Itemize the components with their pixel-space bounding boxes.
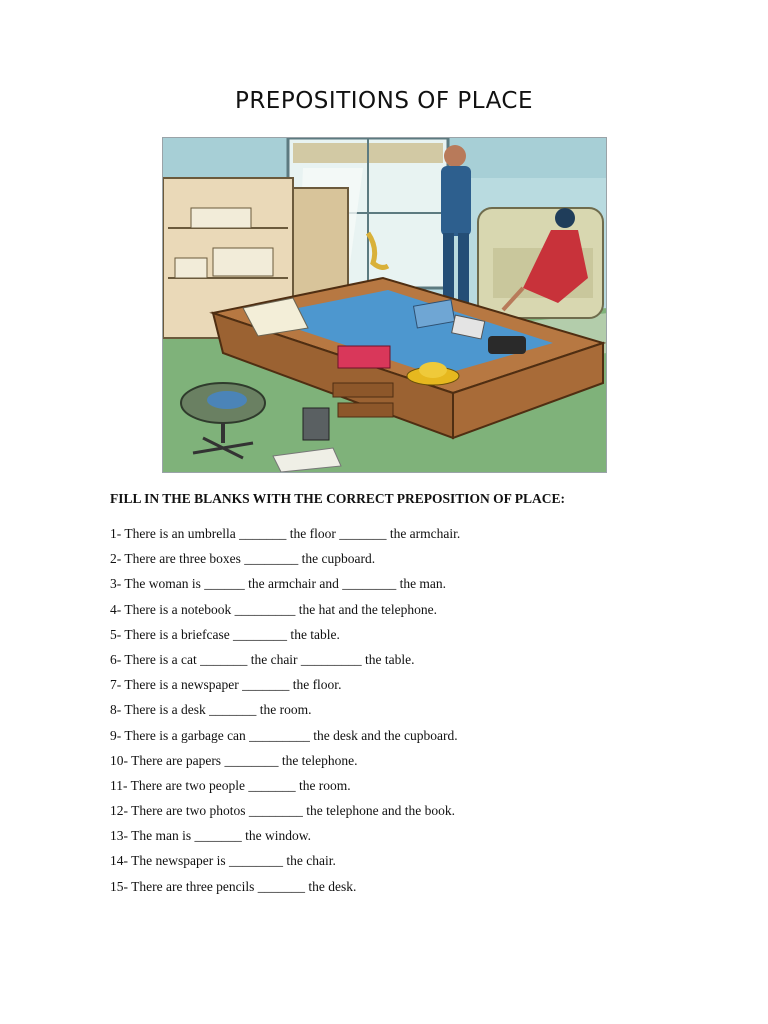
garbage-can: [303, 408, 329, 440]
exercise-item: 1- There is an umbrella _______ the floor _______ the armchair.: [110, 526, 461, 541]
exercise-item: 10- There are papers ________ the telephone.: [110, 752, 358, 768]
exercise-item: 12- There are two photos ________ the telephone and the book.: [110, 803, 456, 819]
exercise-item: 9- There is a garbage can _________ the desk and the cupboard.: [110, 727, 458, 743]
exercise-item: 5- There is a briefcase ________ the table.: [110, 626, 340, 642]
exercise-item: 8- There is a desk _______ the room.: [110, 702, 312, 718]
exercise-item: 14- The newspaper is ________ the chair.: [110, 853, 336, 869]
exercise-list: [110, 525, 730, 903]
book: [338, 346, 390, 368]
instructions-heading: FILL IN THE BLANKS WITH THE CORRECT PREPOSITION OF PLACE:: [110, 491, 565, 506]
exercise-item: 2- There are three boxes ________ the cupboard.: [110, 551, 376, 567]
exercise-item: 11- There are two people _______ the room.: [110, 777, 351, 793]
exercise-item: 7- There is a newspaper _______ the floor.: [110, 677, 342, 693]
telephone: [488, 336, 526, 354]
exercise-item: 13- The man is _______ the window.: [110, 828, 311, 844]
exercise-item: 3- The woman is ______ the armchair and ________ the man.: [110, 576, 447, 592]
exercise-item: 6- There is a cat _______ the chair _________ the table.: [110, 651, 415, 667]
page-title: PREPOSITIONS OF PLACE: [234, 88, 534, 114]
office-illustration: [162, 137, 607, 473]
cat: [207, 391, 247, 409]
exercise-item: 4- There is a notebook _________ the hat and the telephone.: [110, 601, 438, 617]
exercise-item: 15- There are three pencils _______ the desk.: [110, 878, 357, 894]
